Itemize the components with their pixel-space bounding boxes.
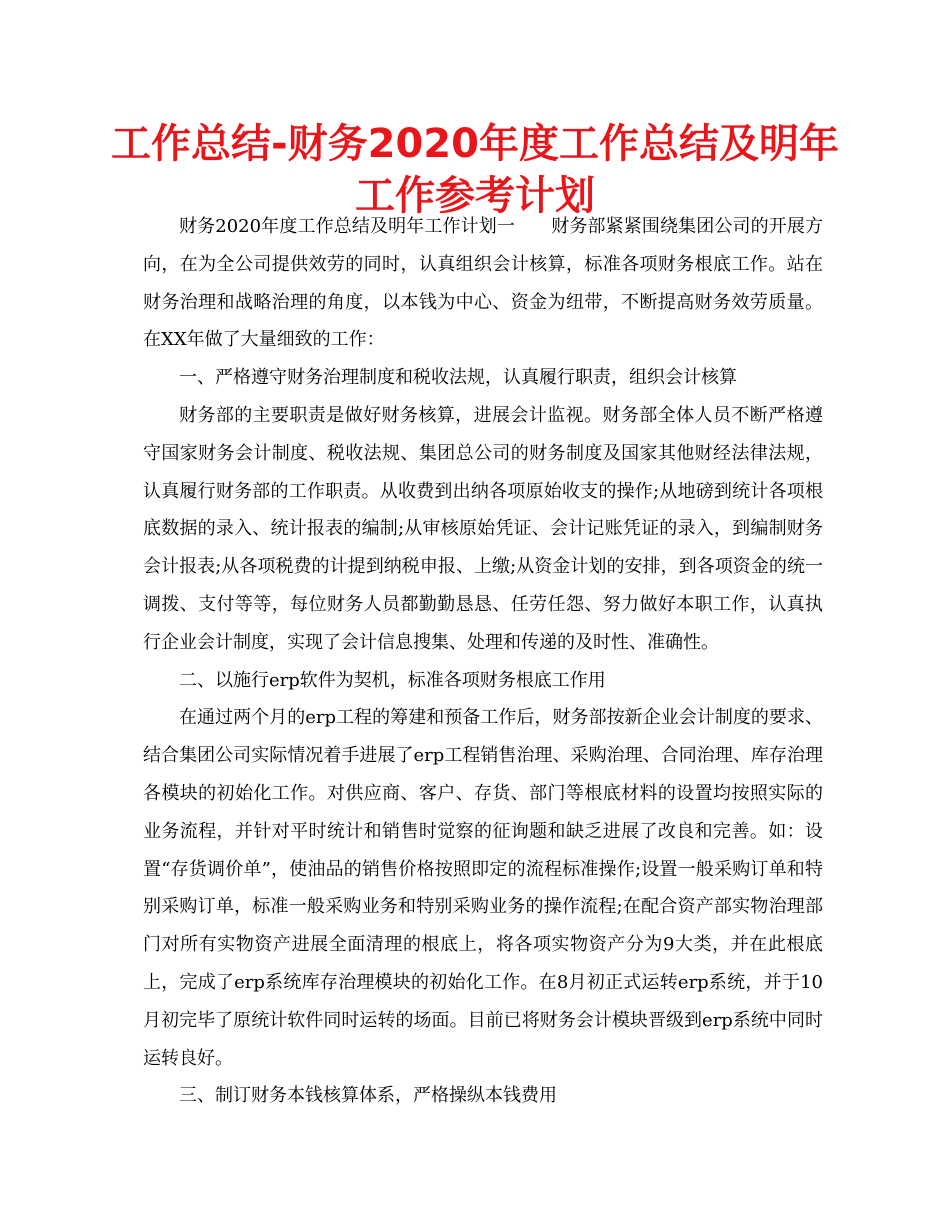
section-heading-3: 三、制订财务本钱核算体系，严格操纵本钱费用 [179,1085,557,1107]
paragraph-section-1: 财务部的主要职责是做好财务核算，进展会计监视。财务部全体人员不断严格遵守国家财务会计制度、税收法规、集团总公司的财务制度及国家其他财经法律法规，认真履行财务部的工作职责。从收费到出纳各项原始收支的操作;从地磅到统计各项根底数据的录入、统计报表的编制;从审核原始凭证、会计记账凭证的录入，到编制财务会计报表;从各项税费的计提到纳税申报、上缴;从资金计划的安排，到各项资金的统一调拨、支付等等，每位财务人员都勤勤恳恳、任劳任怨、努力做好本职工作，认真执行企业会计制度，实现了会计信息搜集、处理和传递的及时性、准确性。 [143,404,823,653]
paragraph-section-2: 在通过两个月的erp工程的筹建和预备工作后，财务部按新企业会计制度的要求、结合集团公司实际情况着手进展了erp工程销售治理、采购治理、合同治理、库存治理各模块的初始化工作。对供应商、客户、存货、部门等根底材料的设置均按照实际的业务流程，并针对平时统计和销售时觉察的征询题和缺乏进展了改良和完善。如：设置“存货调价单”，使油品的销售价格按照即定的流程标准操作;设置一般采购订单和特别采购订单，标准一般采购业务和特别采购业务的操作流程;在配合资产部实物治理部门对所有实物资产进展全面清理的根底上，将各项实物资产分为9大类，并在此根底上，完成了erp系统库存治理模块的初始化工作。在8月初正式运转erp系统，并于10月初完毕了原统计软件同时运转的场面。目前已将财务会计模块晋级到erp系统中同时运转良好。 [143,707,823,1069]
document-title [100,118,850,222]
section-heading-2: 二、以施行erp软件为契机，标准各项财务根底工作用 [179,669,606,691]
title-line-1: 工作总结-财务2020年度工作总结及明年 [111,121,839,167]
paragraph-intro: 财务2020年度工作总结及明年工作计划一 财务部紧紧围绕集团公司的开展方向，在为全公司提供效劳的同时，认真组织会计核算，标准各项财务根底工作。站在财务治理和战略治理的角度，以本钱为中心、资金为纽带，不断提高财务效劳质量。在XX年做了大量细致的工作： [143,216,823,351]
title-line-2: 工作参考计划 [355,173,595,219]
document-body [143,208,823,1115]
section-heading-1: 一、严格遵守财务治理制度和税收法规，认真履行职责，组织会计核算 [179,367,737,389]
